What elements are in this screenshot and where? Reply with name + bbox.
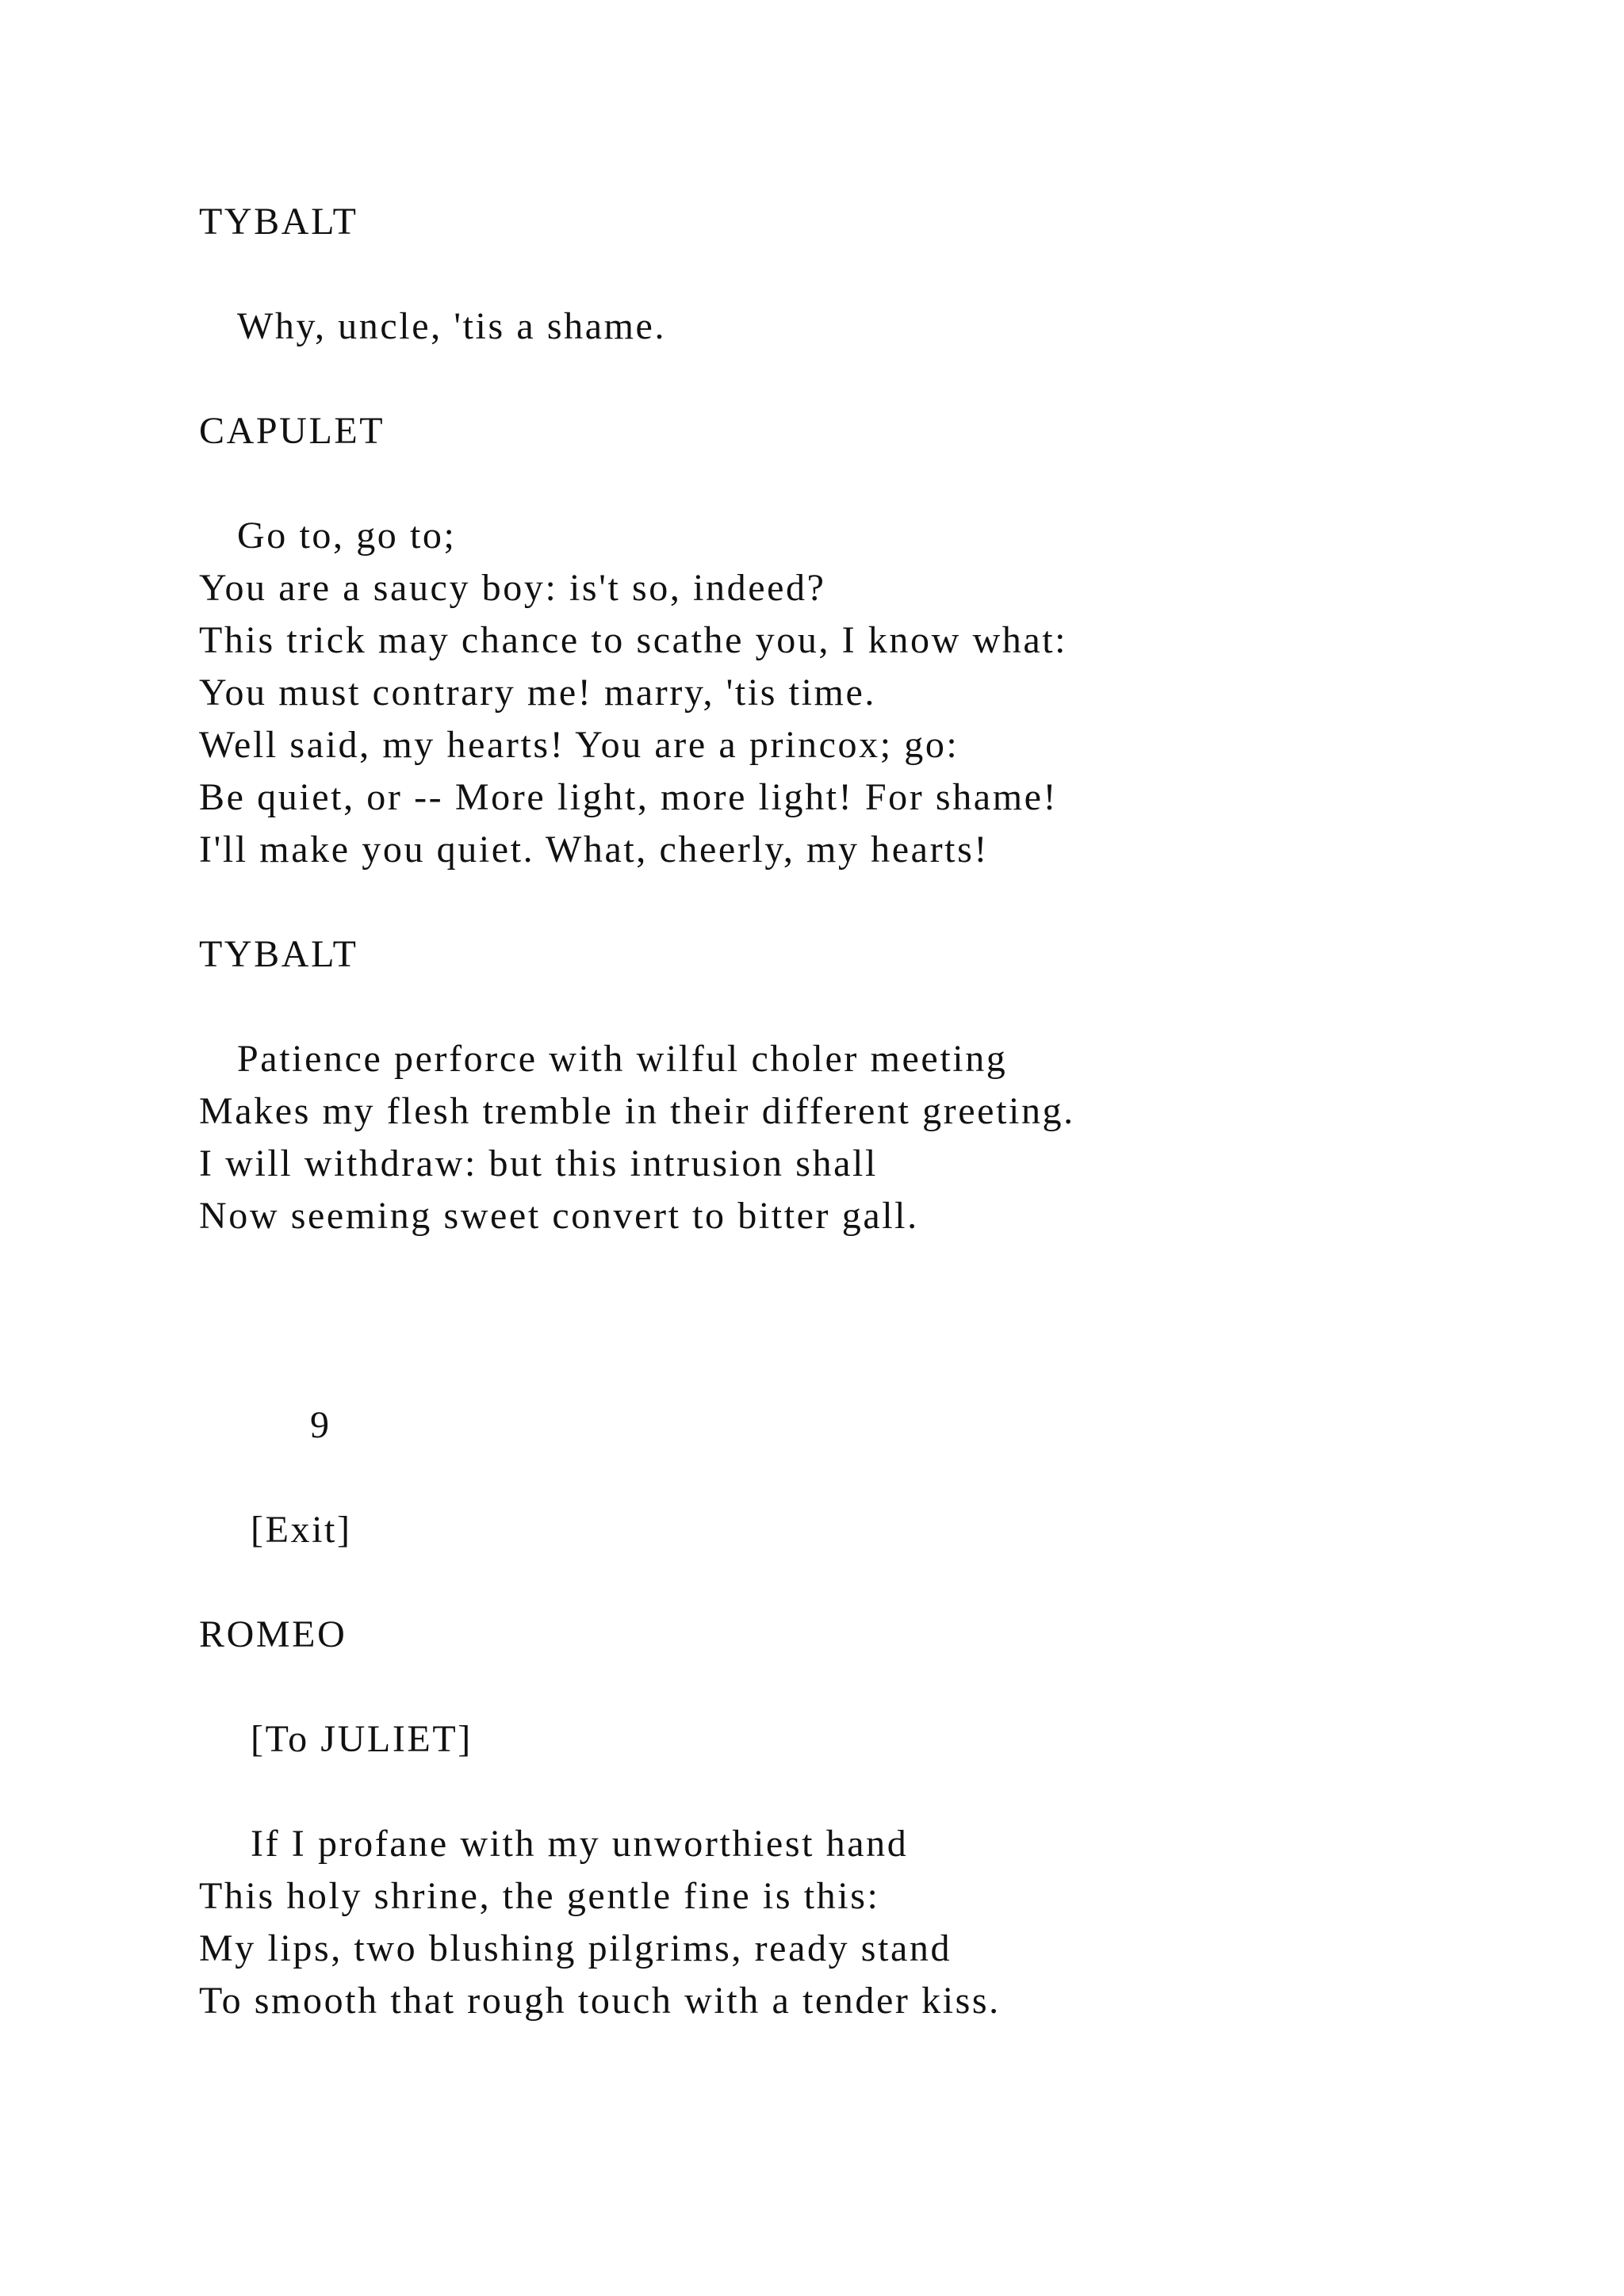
dialogue-line: I'll make you quiet. What, cheerly, my hearts! <box>199 828 989 871</box>
dialogue-line: You are a saucy boy: is't so, indeed? <box>199 567 826 609</box>
dialogue-line: Makes my flesh tremble in their different greeting. <box>199 1090 1075 1132</box>
speaker-name: TYBALT <box>199 201 358 243</box>
stage-direction: [Exit] <box>251 1509 352 1551</box>
dialogue-line: I will withdraw: but this intrusion shall <box>199 1142 878 1184</box>
dialogue-line: If I profane with my unworthiest hand <box>251 1823 909 1865</box>
speaker-name: TYBALT <box>199 933 358 975</box>
dialogue-line: Be quiet, or -- More light, more light! For shame! <box>199 776 1059 818</box>
dialogue-line: You must contrary me! marry, 'tis time. <box>199 672 876 714</box>
speaker-name: ROMEO <box>199 1613 347 1655</box>
dialogue-line: Now seeming sweet convert to bitter gall. <box>199 1195 919 1237</box>
dialogue-line: Well said, my hearts! You are a princox; go: <box>199 724 959 766</box>
speaker-name: CAPULET <box>199 410 385 452</box>
dialogue-line: Patience perforce with wilful choler meeting <box>237 1038 1008 1080</box>
stage-direction: [To JULIET] <box>251 1718 473 1760</box>
dialogue-line: Go to, go to; <box>237 515 457 557</box>
dialogue-line: To smooth that rough touch with a tender kiss. <box>199 1980 1001 2022</box>
dialogue-line: My lips, two blushing pilgrims, ready stand <box>199 1927 952 1969</box>
page-number: 9 <box>310 1404 331 1446</box>
dialogue-line: Why, uncle, 'tis a shame. <box>237 305 667 347</box>
dialogue-line: This holy shrine, the gentle fine is this: <box>199 1875 880 1917</box>
dialogue-line: This trick may chance to scathe you, I know what: <box>199 619 1068 661</box>
